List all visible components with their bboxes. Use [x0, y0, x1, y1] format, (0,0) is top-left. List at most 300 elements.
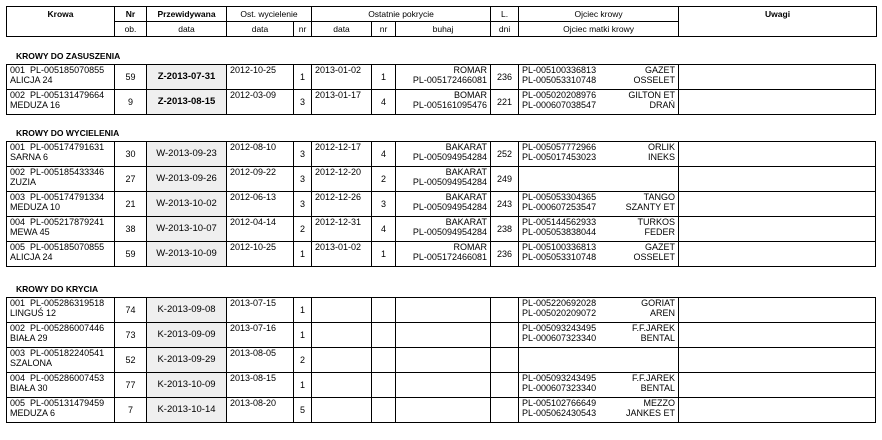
planned-date: K-2013-10-09 [157, 379, 216, 390]
maternal-grandfather-id: PL-000607323340 [522, 333, 597, 343]
mating-date-cell [312, 142, 372, 167]
header-ost-wycielenie: Ost. wycielenie [227, 7, 312, 22]
header-pokr-buhaj: buhaj [396, 22, 491, 37]
father-id: PL-005144562933 [522, 217, 597, 227]
header-wyc-nr: nr [294, 22, 312, 37]
father-id: PL-005057772966 [522, 142, 597, 152]
header-data: data [147, 22, 227, 37]
header-uwagi: Uwagi [679, 7, 877, 37]
cow-nr: 9 [127, 97, 133, 107]
bull-cell [396, 192, 491, 217]
mating-nr: 4 [380, 97, 386, 107]
mating-date: 2013-01-17 [315, 90, 362, 100]
cow-id-line [10, 90, 111, 100]
maternal-grandfather-id: PL-000607323340 [522, 383, 597, 393]
cow-id-line [10, 192, 111, 202]
maternal-grandfather-name: BENTAL [640, 333, 675, 343]
father-cell [519, 323, 679, 348]
cow-id-line [10, 142, 111, 152]
father-id: PL-005093243495 [522, 373, 597, 383]
calving-nr: 2 [299, 224, 305, 234]
father-name: GAZET [644, 65, 675, 75]
bull-id: PL-005172466081 [412, 252, 487, 262]
mating-nr-cell [372, 142, 396, 167]
bull-cell [396, 90, 491, 115]
remarks-cell[interactable] [679, 398, 876, 423]
calving-date-cell [227, 242, 294, 267]
planned-date-cell [147, 348, 227, 373]
cow-name: MEWA 45 [10, 227, 50, 237]
calving-date: 2012-10-25 [230, 242, 277, 252]
maternal-grandfather-id: PL-005017453023 [522, 152, 597, 162]
father-cell [519, 142, 679, 167]
father-id: PL-005100336813 [522, 65, 597, 75]
remarks-cell[interactable] [679, 373, 876, 398]
calving-date-cell [227, 142, 294, 167]
nr-cell [115, 323, 147, 348]
maternal-grandfather-name: OSSELET [633, 75, 675, 85]
calving-nr-cell [294, 192, 312, 217]
maternal-grandfather-id: PL-005062430543 [522, 408, 597, 418]
calving-date: 2012-09-22 [230, 167, 277, 177]
row-number: 005 [10, 242, 26, 252]
table-row [7, 348, 679, 373]
section-table [6, 297, 679, 423]
maternal-grandfather-name: JANKES ET [625, 408, 675, 418]
remarks-cell[interactable] [679, 348, 876, 373]
header-nr: Nr [115, 7, 147, 22]
bull-cell [396, 65, 491, 90]
maternal-grandfather-id: PL-005020209072 [522, 308, 597, 318]
planned-date-cell [147, 142, 227, 167]
header-przewidywana: Przewidywana [147, 7, 227, 22]
planned-date-cell [147, 398, 227, 423]
remarks-row [679, 90, 876, 115]
calving-nr: 1 [299, 305, 305, 315]
mating-date-cell [312, 373, 372, 398]
planned-date: W-2013-09-26 [156, 173, 217, 184]
planned-date: W-2013-09-23 [156, 148, 217, 159]
maternal-grandfather-name: AREN [649, 308, 675, 318]
calving-nr-cell [294, 298, 312, 323]
cow-id: PL-005131479459 [30, 398, 105, 408]
mating-date-cell [312, 398, 372, 423]
calving-nr: 1 [299, 380, 305, 390]
planned-date-cell [147, 242, 227, 267]
nr-cell [115, 142, 147, 167]
bull-id: PL-005094954284 [412, 227, 487, 237]
cow-name: BIAŁA 30 [10, 383, 48, 393]
planned-date-cell [147, 90, 227, 115]
father-line [522, 65, 675, 75]
days-cell [491, 167, 519, 192]
days-count: 236 [496, 72, 513, 82]
cow-cell [7, 298, 115, 323]
header-l: L. [491, 7, 519, 22]
maternal-grandfather-line [522, 308, 675, 318]
bull-cell [396, 142, 491, 167]
header-dni: dni [491, 22, 519, 37]
father-id: PL-005053304365 [522, 192, 597, 202]
mating-nr: 3 [380, 199, 386, 209]
cow-nr: 59 [125, 249, 136, 259]
cow-nr: 38 [125, 224, 136, 234]
mating-nr-cell [372, 192, 396, 217]
mating-nr: 4 [380, 224, 386, 234]
remarks-cell[interactable] [679, 323, 876, 348]
bull-name: BOMAR [453, 90, 487, 100]
bull-cell [396, 398, 491, 423]
bull-name: ROMAR [453, 65, 487, 75]
mating-nr-cell [372, 242, 396, 267]
cow-id: PL-005174791631 [30, 142, 105, 152]
cow-name: LINGUŚ 12 [10, 308, 57, 318]
maternal-grandfather-name: BENTAL [640, 383, 675, 393]
father-name: GORIAT [641, 298, 675, 308]
father-id: PL-005100336813 [522, 242, 597, 252]
mating-date-cell [312, 242, 372, 267]
cow-cell [7, 373, 115, 398]
cow-cell [7, 242, 115, 267]
calving-nr: 3 [299, 97, 305, 107]
calving-date-cell [227, 167, 294, 192]
maternal-grandfather-name: OSSELET [633, 252, 675, 262]
maternal-grandfather-line [522, 202, 675, 212]
mating-nr-cell [372, 167, 396, 192]
calving-nr: 3 [299, 199, 305, 209]
cow-name: ALICJA 24 [10, 75, 53, 85]
calving-nr: 1 [299, 72, 305, 82]
cow-nr: 73 [125, 330, 136, 340]
header-ostatnie-pokrycie: Ostatnie pokrycie [312, 7, 491, 22]
father-line [522, 192, 675, 202]
header-ojciec: Ojciec krowy [519, 7, 679, 22]
calving-date-cell [227, 298, 294, 323]
cow-id: PL-005286007446 [30, 323, 105, 333]
header-ob: ob. [115, 22, 147, 37]
calving-date: 2013-08-20 [230, 398, 277, 408]
maternal-grandfather-id: PL-005053310748 [522, 75, 597, 85]
father-line [522, 298, 675, 308]
father-cell [519, 373, 679, 398]
days-cell [491, 90, 519, 115]
section-title: KROWY DO KRYCIA [16, 284, 99, 294]
cow-id-line [10, 373, 111, 383]
days-count: 243 [496, 199, 513, 209]
section-table [6, 64, 679, 115]
header-krowa: Krowa [7, 7, 115, 37]
maternal-grandfather-line [522, 152, 675, 162]
mating-date: 2012-12-17 [315, 142, 362, 152]
remarks-row [679, 298, 876, 323]
mating-nr-cell [372, 373, 396, 398]
cow-id-line [10, 323, 111, 333]
maternal-grandfather-name: DRAŃ [649, 100, 675, 110]
calving-nr: 1 [299, 249, 305, 259]
mating-nr-cell [372, 217, 396, 242]
bull-name: BAKARAT [445, 142, 487, 152]
calving-date: 2013-08-15 [230, 373, 277, 383]
header-pokr-nr: nr [372, 22, 396, 37]
mating-nr-cell [372, 65, 396, 90]
cow-nr: 74 [125, 305, 136, 315]
father-line [522, 90, 675, 100]
remarks-cell[interactable] [679, 90, 876, 115]
row-number: 001 [10, 298, 26, 308]
mating-nr: 4 [380, 149, 386, 159]
cow-nr: 27 [125, 174, 136, 184]
mating-nr: 2 [380, 174, 386, 184]
cow-nr: 21 [125, 199, 136, 209]
mating-date-cell [312, 217, 372, 242]
mating-nr: 1 [380, 249, 386, 259]
cow-id: PL-005185433346 [30, 167, 105, 177]
mating-nr-cell [372, 323, 396, 348]
planned-date: Z-2013-08-15 [157, 96, 216, 107]
days-cell [491, 323, 519, 348]
father-id: PL-005020208976 [522, 90, 597, 100]
cow-id: PL-005286319518 [30, 298, 105, 308]
days-cell [491, 192, 519, 217]
maternal-grandfather-line [522, 383, 675, 393]
bull-name: BAKARAT [445, 217, 487, 227]
remarks-row [679, 142, 876, 167]
remarks-cell[interactable] [679, 242, 876, 267]
table-row [7, 65, 679, 90]
cow-name: MEDUZA 16 [10, 100, 61, 110]
remarks-row [679, 167, 876, 192]
remarks-cell[interactable] [679, 192, 876, 217]
father-name: ORLIK [647, 142, 675, 152]
row-number: 002 [10, 167, 26, 177]
cow-cell [7, 348, 115, 373]
cow-name: MEDUZA 6 [10, 408, 56, 418]
bull-id: PL-005094954284 [412, 202, 487, 212]
cow-name: ALICJA 24 [10, 252, 53, 262]
bull-name: BAKARAT [445, 167, 487, 177]
cow-name: SARNA 6 [10, 152, 49, 162]
remarks-row [679, 192, 876, 217]
maternal-grandfather-name: FEDER [644, 227, 675, 237]
father-line [522, 398, 675, 408]
table-row [7, 323, 679, 348]
maternal-grandfather-id: PL-000607038547 [522, 100, 597, 110]
calving-nr-cell [294, 398, 312, 423]
days-cell [491, 398, 519, 423]
remarks-cell[interactable] [679, 298, 876, 323]
calving-nr: 3 [299, 149, 305, 159]
planned-date: W-2013-10-09 [156, 248, 217, 259]
section-title: KROWY DO ZASUSZENIA [16, 51, 121, 61]
calving-date-cell [227, 192, 294, 217]
calving-date: 2013-08-05 [230, 348, 277, 358]
planned-date-cell [147, 192, 227, 217]
bull-name: BAKARAT [445, 192, 487, 202]
bull-cell [396, 242, 491, 267]
cow-cell [7, 167, 115, 192]
mating-nr-cell [372, 398, 396, 423]
cow-id-line [10, 348, 111, 358]
maternal-grandfather-name: SZANTY ET [625, 202, 675, 212]
remarks-row [679, 373, 876, 398]
table-row [7, 90, 679, 115]
days-cell [491, 217, 519, 242]
cow-nr: 77 [125, 380, 136, 390]
bull-id: PL-005172466081 [412, 75, 487, 85]
days-cell [491, 298, 519, 323]
remarks-row [679, 323, 876, 348]
nr-cell [115, 373, 147, 398]
remarks-cell[interactable] [679, 142, 876, 167]
father-cell [519, 348, 679, 373]
calving-nr-cell [294, 348, 312, 373]
cow-id-line [10, 65, 111, 75]
table-row [7, 242, 679, 267]
mating-nr: 1 [380, 72, 386, 82]
header-ojciec-matki: Ojciec matki krowy [519, 22, 679, 37]
row-number: 001 [10, 65, 26, 75]
days-count: 238 [496, 224, 513, 234]
mating-date-cell [312, 298, 372, 323]
calving-nr-cell [294, 167, 312, 192]
cow-id: PL-005131479664 [30, 90, 105, 100]
maternal-grandfather-id: PL-000607253547 [522, 202, 597, 212]
planned-date-cell [147, 323, 227, 348]
bull-id: PL-005161095476 [412, 100, 487, 110]
cow-cell [7, 217, 115, 242]
father-cell [519, 217, 679, 242]
calving-nr-cell [294, 242, 312, 267]
header-pokr-data: data [312, 22, 372, 37]
planned-date-cell [147, 298, 227, 323]
cow-nr: 30 [125, 149, 136, 159]
days-count: 252 [496, 149, 513, 159]
cow-cell [7, 65, 115, 90]
calving-date-cell [227, 323, 294, 348]
bull-id: PL-005094954284 [412, 152, 487, 162]
mating-nr-cell [372, 348, 396, 373]
mating-date: 2013-01-02 [315, 242, 362, 252]
days-cell [491, 142, 519, 167]
calving-date-cell [227, 398, 294, 423]
planned-date: W-2013-10-07 [156, 223, 217, 234]
cow-name: BIAŁA 29 [10, 333, 48, 343]
calving-date-cell [227, 90, 294, 115]
cow-cell [7, 398, 115, 423]
bull-cell [396, 167, 491, 192]
mating-nr-cell [372, 298, 396, 323]
planned-date: W-2013-10-02 [156, 198, 217, 209]
maternal-grandfather-line [522, 227, 675, 237]
calving-date: 2012-08-10 [230, 142, 277, 152]
mating-date: 2013-01-02 [315, 65, 362, 75]
cow-cell [7, 192, 115, 217]
planned-date-cell [147, 65, 227, 90]
nr-cell [115, 217, 147, 242]
remarks-column [678, 64, 876, 115]
mating-date-cell [312, 167, 372, 192]
cow-name: ZUZIA [10, 177, 36, 187]
nr-cell [115, 398, 147, 423]
row-number: 002 [10, 90, 26, 100]
cow-id: PL-005286007453 [30, 373, 105, 383]
cow-id-line [10, 242, 111, 252]
father-name: TURKOS [637, 217, 675, 227]
nr-cell [115, 65, 147, 90]
remarks-column [678, 297, 876, 423]
remarks-row [679, 398, 876, 423]
maternal-grandfather-id: PL-005053838044 [522, 227, 597, 237]
table-row [7, 142, 679, 167]
calving-nr: 2 [299, 355, 305, 365]
row-number: 001 [10, 142, 26, 152]
father-line [522, 373, 675, 383]
maternal-grandfather-line [522, 75, 675, 85]
table-row [7, 298, 679, 323]
maternal-grandfather-name: INEKS [647, 152, 675, 162]
cow-nr: 52 [125, 355, 136, 365]
calving-nr-cell [294, 217, 312, 242]
nr-cell [115, 298, 147, 323]
remarks-cell[interactable] [679, 217, 876, 242]
bull-name: ROMAR [453, 242, 487, 252]
calving-date: 2012-06-13 [230, 192, 277, 202]
nr-cell [115, 242, 147, 267]
planned-date-cell [147, 167, 227, 192]
table-row [7, 192, 679, 217]
remarks-row [679, 65, 876, 90]
calving-nr: 5 [299, 405, 305, 415]
mating-date-cell [312, 348, 372, 373]
calving-nr-cell [294, 373, 312, 398]
mating-date-cell [312, 323, 372, 348]
father-cell [519, 398, 679, 423]
cow-id: PL-005217879241 [30, 217, 105, 227]
days-cell [491, 348, 519, 373]
father-id: PL-005102766649 [522, 398, 597, 408]
calving-nr-cell [294, 65, 312, 90]
father-line [522, 217, 675, 227]
father-name: MEZZO [643, 398, 675, 408]
cow-id: PL-005174791334 [30, 192, 105, 202]
father-line [522, 242, 675, 252]
row-number: 002 [10, 323, 26, 333]
remarks-cell[interactable] [679, 65, 876, 90]
table-row [7, 373, 679, 398]
remarks-cell[interactable] [679, 167, 876, 192]
father-id: PL-005220692028 [522, 298, 597, 308]
row-number: 004 [10, 217, 26, 227]
father-name: GAZET [644, 242, 675, 252]
father-line [522, 142, 675, 152]
maternal-grandfather-line [522, 408, 675, 418]
nr-cell [115, 90, 147, 115]
section-title: KROWY DO WYCIELENIA [16, 128, 120, 138]
maternal-grandfather-line [522, 100, 675, 110]
row-number: 004 [10, 373, 26, 383]
cow-cell [7, 142, 115, 167]
bull-cell [396, 323, 491, 348]
maternal-grandfather-line [522, 333, 675, 343]
header-wyc-data: data [227, 22, 294, 37]
bull-cell [396, 217, 491, 242]
days-cell [491, 373, 519, 398]
planned-date: K-2013-09-08 [157, 304, 216, 315]
mating-date: 2012-12-31 [315, 217, 362, 227]
planned-date: K-2013-09-29 [157, 354, 216, 365]
section-table [6, 141, 679, 267]
planned-date-cell [147, 373, 227, 398]
